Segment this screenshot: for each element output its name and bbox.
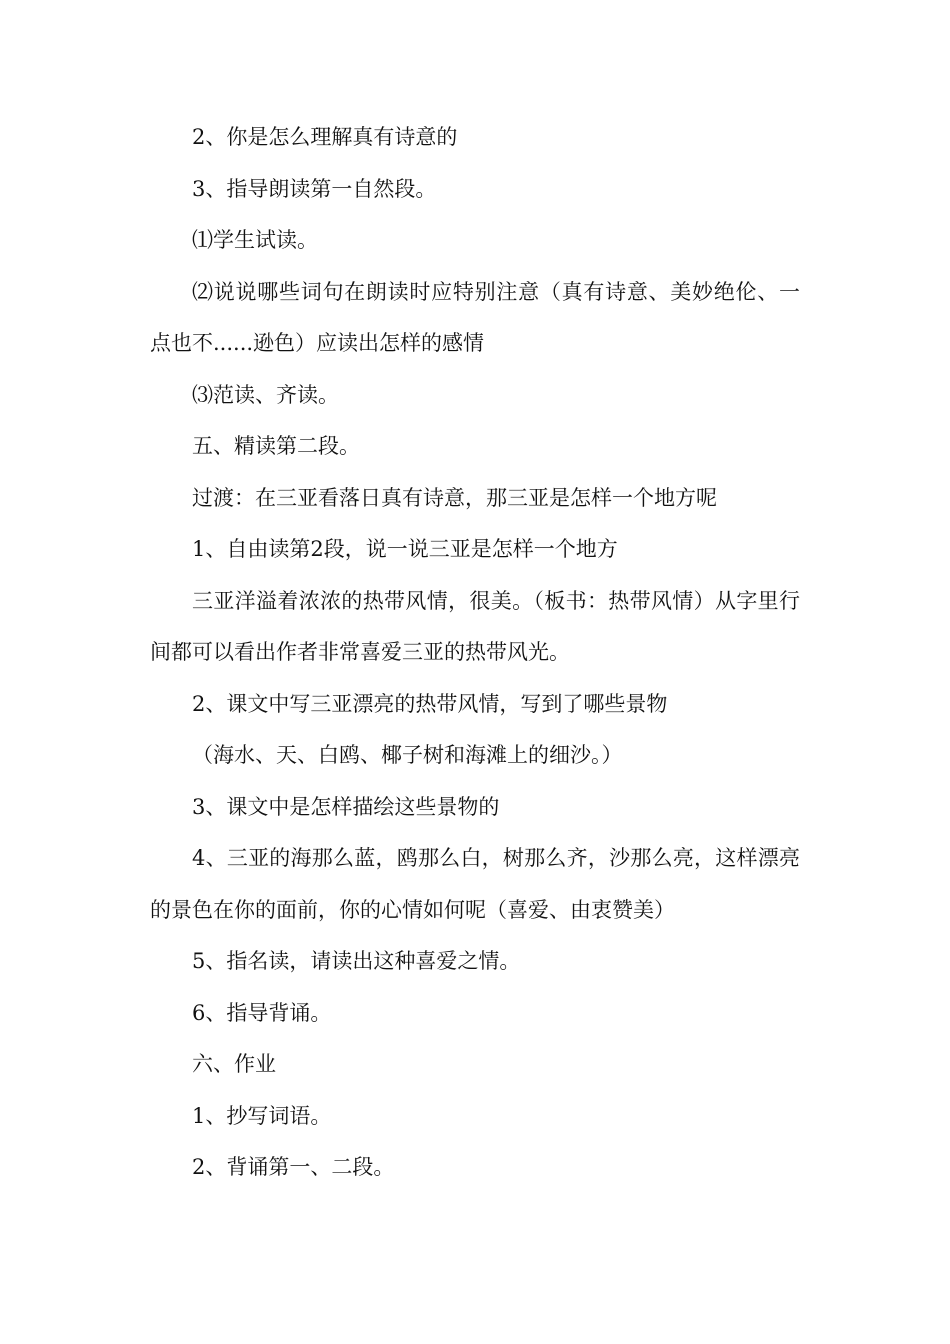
document-body bbox=[150, 112, 800, 1194]
paragraph-free-reading: 1、自由读第2段，说一说三亚是怎样一个地方 bbox=[192, 537, 618, 561]
paragraph-question-2: 2、你是怎么理解真有诗意的 bbox=[192, 125, 458, 149]
section-heading-six: 六、作业 bbox=[192, 1052, 276, 1076]
paragraph-model-reading: ⑶范读、齐读。 bbox=[192, 382, 339, 407]
paragraph-trial-reading: ⑴学生试读。 bbox=[192, 228, 318, 252]
paragraph-recite-sections: 2、背诵第一、二段。 bbox=[192, 1155, 395, 1179]
paragraph-recitation-guide: 6、指导背诵。 bbox=[192, 1000, 332, 1025]
paragraph-scenery-question: 2、课文中写三亚漂亮的热带风情，写到了哪些景物 bbox=[192, 691, 668, 716]
paragraph-describe-question: 3、课文中是怎样描绘这些景物的 bbox=[192, 794, 500, 819]
paragraph-scenery-answer: （海水、天、白鸥、椰子树和海滩上的细沙。） bbox=[192, 743, 623, 767]
section-heading-five: 五、精读第二段。 bbox=[192, 434, 360, 458]
paragraph-feeling-question: 4、三亚的海那么蓝，鸥那么白，树那么齐，沙那么亮，这样漂亮的景色在你的面前，你的心情如何呢（喜爱、由衷赞美） bbox=[150, 846, 800, 922]
paragraph-named-reading: 5、指名读，请读出这种喜爱之情。 bbox=[192, 949, 521, 973]
paragraph-guide-reading: 3、指导朗读第一自然段。 bbox=[192, 176, 437, 201]
paragraph-transition: 过渡：在三亚看落日真有诗意，那三亚是怎样一个地方呢 bbox=[192, 485, 717, 510]
paragraph-discuss-words: ⑵说说哪些词句在朗读时应特别注意（真有诗意、美妙绝伦、一点也不......逊色）应读出怎样的感情 bbox=[150, 279, 800, 355]
paragraph-tropical-style: 三亚洋溢着浓浓的热带风情，很美。（板书：热带风情）从字里行间都可以看出作者非常喜爱三亚的热带风光。 bbox=[150, 588, 800, 664]
paragraph-copy-words: 1、抄写词语。 bbox=[192, 1103, 332, 1128]
